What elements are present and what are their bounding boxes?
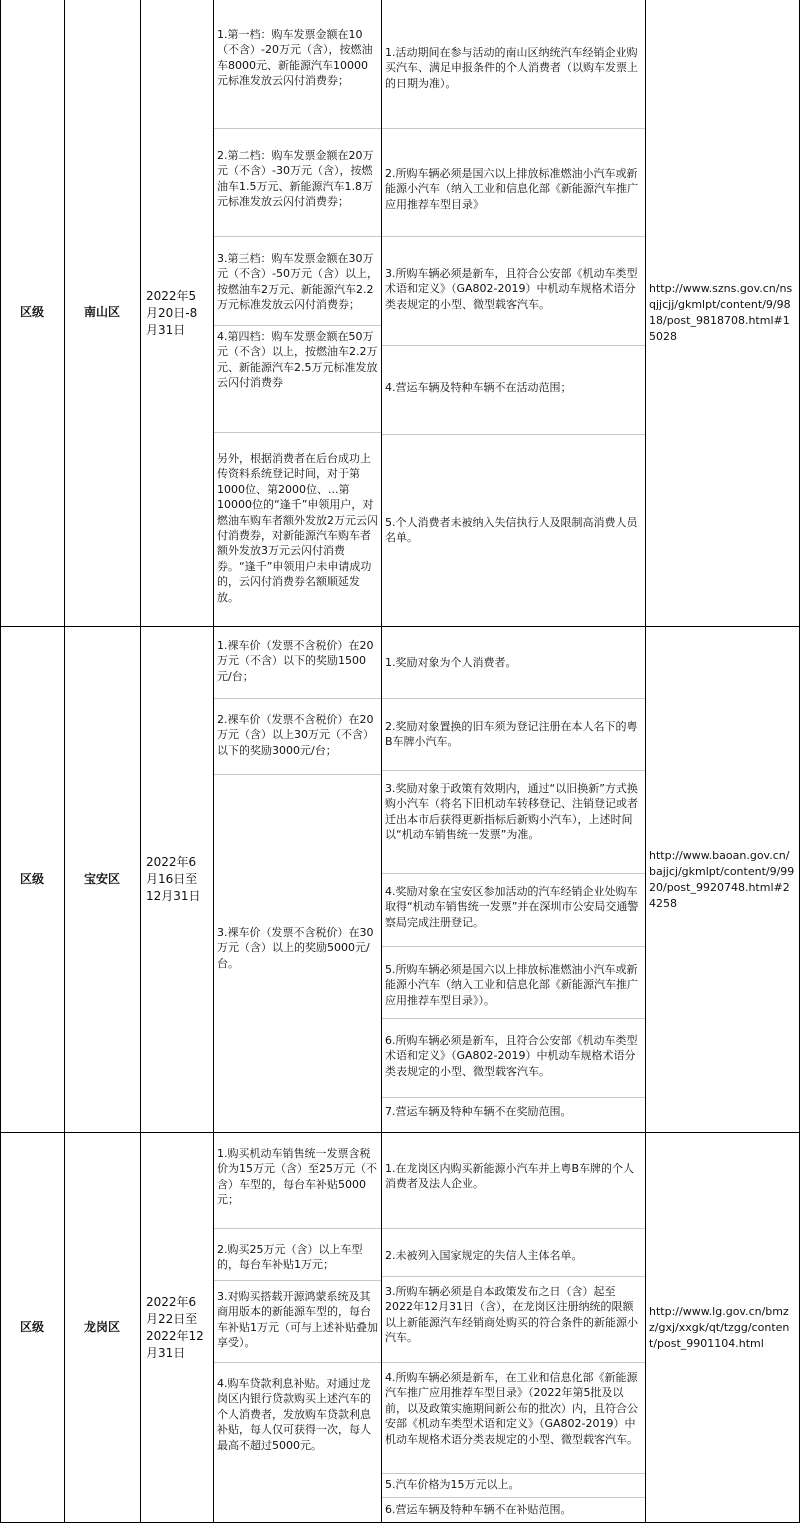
cell-divider [382, 236, 645, 237]
condition-item: 2.所购车辆必须是国六以上排放标准燃油小汽车或新能源小汽车（纳入工业和信息化部《新能源汽车推广应用推荐车型目录》 [385, 167, 638, 211]
condition-item: 3.所购车辆必须是自本政策发布之日（含）起至2022年12月31日（含），在龙岗区注册纳统的限额以上新能源汽车经销商处购买的符合条件的新能源小汽车。 [385, 1285, 638, 1345]
cell-divider [382, 1497, 645, 1498]
condition-item: 5.汽车价格为15万元以上。 [385, 1478, 520, 1491]
district-cell: 宝安区 [83, 871, 120, 886]
level-cell: 区级 [19, 1319, 44, 1334]
source-link[interactable]: http://www.baoan.gov.cn/bajjcj/gkmlpt/content/9/9920/post_9920748.html#24258 [649, 848, 795, 910]
reward-item: 另外，根据消费者在后台成功上传资料系统登记时间，对于第1000位、第2000位、...第10000位的“逢千”申领用户，对燃油车购车者额外发放2万元云闪付消费券，对新能源汽车购车者额外发放3万元云闪付消费券。“逢千”申领用户未申请成功的，云闪付消费券名额顺延发放。 [217, 452, 378, 604]
cell-divider [382, 946, 645, 947]
cell-divider [382, 434, 645, 435]
level-cell: 区级 [19, 305, 44, 320]
condition-item: 1.奖励对象为个人消费者。 [385, 656, 517, 669]
cell-divider [382, 1276, 645, 1277]
condition-item: 7.营运车辆及特种车辆不在奖励范围。 [385, 1105, 572, 1118]
cell-divider [382, 1228, 645, 1229]
cell-divider [382, 1362, 645, 1363]
cell-divider [382, 1473, 645, 1474]
cell-divider [214, 1228, 381, 1229]
cell-divider [214, 1362, 381, 1363]
reward-item: 1.裸车价（发票不含税价）在20万元（不含）以下的奖励1500元/台； [217, 639, 374, 683]
condition-item: 4.所购车辆必须是新车，在工业和信息化部《新能源汽车推广应用推荐车型目录》（2022年第5批及以前，以及政策实施期间新公布的批次）内，且符合公安部《机动车类型术语和定义》（GA802-2019）中机动车规格术语分类表规定的小型、微型载客汽车。 [385, 1371, 638, 1446]
cell-divider [214, 432, 381, 433]
reward-item: 3.裸车价（发票不含税价）在30万元（含）以上的奖励5000元/台。 [217, 926, 374, 970]
reward-item: 1.第一档：购车发票金额在10（不含）-20万元（含），按燃油车8000元、新能源汽车10000元标准发放云闪付消费券； [217, 28, 373, 88]
level-cell: 区级 [19, 871, 44, 886]
period-cell: 2022年5月20日-8月31日 [146, 288, 198, 337]
reward-item: 2.裸车价（发票不含税价）在20万元（含）以上30万元（不含）以下的奖励3000元/台； [217, 713, 374, 757]
condition-item: 5.所购车辆必须是国六以上排放标准燃油小汽车或新能源小汽车（纳入工业和信息化部《新能源汽车推广应用推荐车型目录》）。 [385, 963, 638, 1007]
condition-item: 4.奖励对象在宝安区参加活动的汽车经销企业处购车取得“机动车销售统一发票”并在深圳市公安局交通警察局完成注册登记。 [385, 885, 639, 929]
condition-item: 1.在龙岗区内购买新能源小汽车并上粤B车牌的个人消费者及法人企业。 [385, 1162, 635, 1191]
cell-divider [382, 345, 645, 346]
cell-divider [382, 873, 645, 874]
cell-divider [214, 128, 381, 129]
condition-item: 6.营运车辆及特种车辆不在补贴范围。 [385, 1503, 572, 1516]
reward-item: 4.购车贷款利息补贴。对通过龙岗区内银行贷款购买上述汽车的个人消费者，发放购车贷款利息补贴，每人仅可获得一次，每人最高不超过5000元。 [217, 1377, 371, 1452]
source-link[interactable]: http://www.lg.gov.cn/bmzz/gxj/xxgk/qt/tzgg/content/post_9901104.html [649, 1304, 790, 1350]
cell-divider [214, 325, 381, 326]
period-cell: 2022年6月22日至2022年12月31日 [146, 1294, 204, 1360]
cell-divider [214, 1280, 381, 1281]
cell-divider [382, 128, 645, 129]
cell-divider [214, 774, 381, 775]
period-cell: 2022年6月16日至12月31日 [146, 855, 201, 903]
condition-item: 4.营运车辆及特种车辆不在活动范围； [385, 381, 572, 394]
reward-item: 3.对购买搭载开源鸿蒙系统及其商用版本的新能源车型的，每台车补贴1万元（可与上述补贴叠加享受）。 [217, 1290, 378, 1350]
reward-item: 3.第三档：购车发票金额在30万元（不含）-50万元（含）以上，按燃油车2万元、新能源汽车2.2万元标准发放云闪付消费券； [217, 252, 378, 312]
condition-item: 3.奖励对象于政策有效期内，通过“以旧换新”方式换购小汽车（将名下旧机动车转移登记、注销登记或者迁出本市后获得更新指标后新购小汽车），上述时间以“机动车销售统一发票”为准。 [385, 782, 638, 842]
condition-item: 1.活动期间在参与活动的南山区纳统汽车经销企业购买汽车、满足申报条件的个人消费者（以购车发票上的日期为准）。 [385, 46, 638, 90]
condition-item: 2.未被列入国家规定的失信人主体名单。 [385, 1249, 583, 1262]
condition-item: 2.奖励对象置换的旧车须为登记注册在本人名下的粤B车牌小汽车。 [385, 720, 638, 749]
condition-item: 5.个人消费者未被纳入失信执行人及限制高消费人员名单。 [385, 516, 638, 545]
reward-item: 2.第二档：购车发票金额在20万元（不含）-30万元（含），按燃油车1.5万元、新能源汽车1.8万元标准发放云闪付消费券； [217, 149, 374, 209]
district-cell: 龙岗区 [83, 1319, 120, 1334]
source-link[interactable]: http://www.szns.gov.cn/nsqjjcjj/gkmlpt/content/9/9818/post_9818708.html#15028 [649, 282, 793, 343]
cell-divider [382, 770, 645, 771]
cell-divider [214, 698, 381, 699]
condition-item: 6.所购车辆必须是新车，且符合公安部《机动车类型术语和定义》（GA802-2019）中机动车规格术语分类表规定的小型、微型载客汽车。 [385, 1034, 638, 1078]
reward-item: 4.第四档：购车发票金额在50万元（不含）以上，按燃油车2.2万元、新能源汽车2.5万元标准发放云闪付消费券 [217, 330, 378, 390]
condition-item: 3.所购车辆必须是新车，且符合公安部《机动车类型术语和定义》（GA802-2019）中机动车规格术语分类表规定的小型、微型载客汽车。 [385, 267, 638, 311]
cell-divider [382, 698, 645, 699]
reward-item: 2.购买25万元（含）以上车型的，每台车补贴1万元； [217, 1243, 363, 1272]
cell-divider [214, 236, 381, 237]
district-cell: 南山区 [83, 305, 120, 320]
cell-divider [382, 1097, 645, 1098]
reward-item: 1.购买机动车销售统一发票含税价为15万元（含）至25万元（不含）车型的，每台车补贴5000元； [217, 1147, 377, 1207]
cell-divider [382, 1018, 645, 1019]
